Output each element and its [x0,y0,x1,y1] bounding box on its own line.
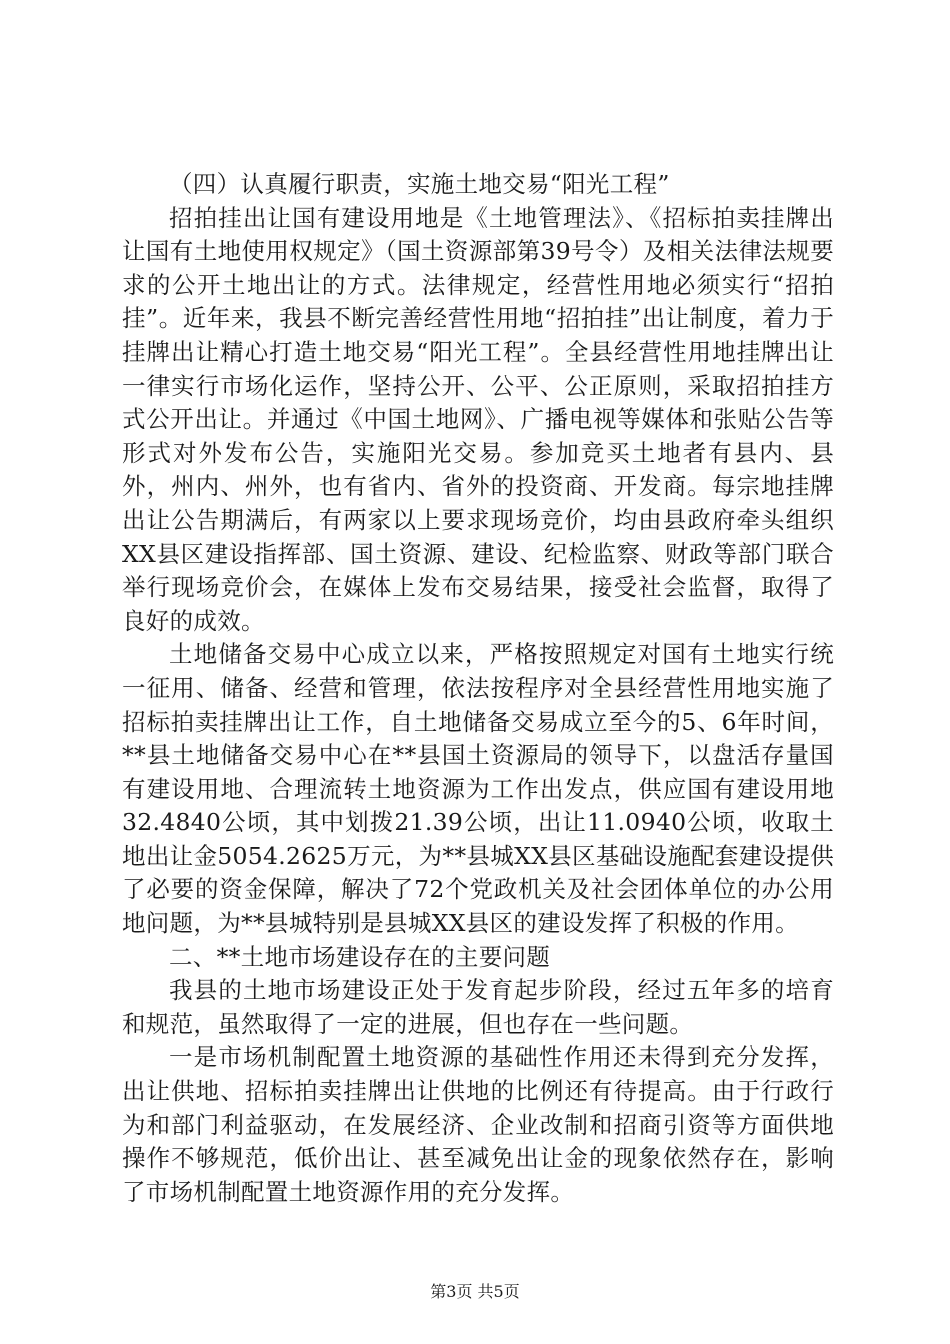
page-number-footer: 第3页 共5页 [430,1282,520,1301]
paragraph-market-stage: 我县的土地市场建设正处于发育起步阶段，经过五年多的培育和规范，虽然取得了一定的进展，但也存在一些问题。 [122,976,834,1038]
paragraph-bidding-auction: 招拍挂出让国有建设用地是《土地管理法》、《招标拍卖挂牌出让国有土地使用权规定》（国土资源部第39号令）及相关法律法规要求的公开土地出让的方式。法律规定，经营性用地必须实行“招拍挂”。近年来，我县不断完善经营性用地“招拍挂”出让制度，着力于挂牌出让精心打造土地交易“阳光工程”。全县经营性用地挂牌出让一律实行市场化运作，坚持公开、公平、公正原则，采取招拍挂方式公开出让。并通过《中国土地网》、广播电视等媒体和张贴公告等形式对外发布公告，实施阳光交易。参加竞买土地者有县内、县外，州内、州外，也有省内、省外的投资商、开发商。每宗地挂牌出让公告期满后，有两家以上要求现场竞价，均由县政府牵头组织XX县区建设指挥部、国土资源、建设、纪检监察、财政等部门联合举行现场竞价会，在媒体上发布交易结果，接受社会监督，取得了良好的成效。 [122,203,834,635]
paragraph-issue-one: 一是市场机制配置土地资源的基础性作用还未得到充分发挥，出让供地、招标拍卖挂牌出让供地的比例还有待提高。由于行政行为和部门利益驱动，在发展经济、企业改制和招商引资等方面供地操作不够规范，低价出让、甚至减免出让金的现象依然存在，影响了市场机制配置土地资源作用的充分发挥。 [122,1043,834,1206]
section-heading-2: 二、**土地市场建设存在的主要问题 [169,942,551,971]
document-body [122,168,834,1209]
paragraph-land-reserve-center: 土地储备交易中心成立以来，严格按照规定对国有土地实行统一征用、储备、经营和管理，依法按程序对全县经营性用地实施了招标拍卖挂牌出让工作，自土地储备交易成立至今的5、6年时间，**县土地储备交易中心在**县国土资源局的领导下，以盘活存量国有建设用地、合理流转土地资源为工作出发点，供应国有建设用地32.4840公顷，其中划拨21.39公顷，出让11.0940公顷，收取土地出让金5054.2625万元，为**县城XX县区基础设施配套建设提供了必要的资金保障，解决了72个党政机关及社会团体单位的办公用地问题，为**县城特别是县城XX县区的建设发挥了积极的作用。 [122,640,834,938]
section-heading-4: （四）认真履行职责，实施土地交易“阳光工程” [169,170,670,198]
